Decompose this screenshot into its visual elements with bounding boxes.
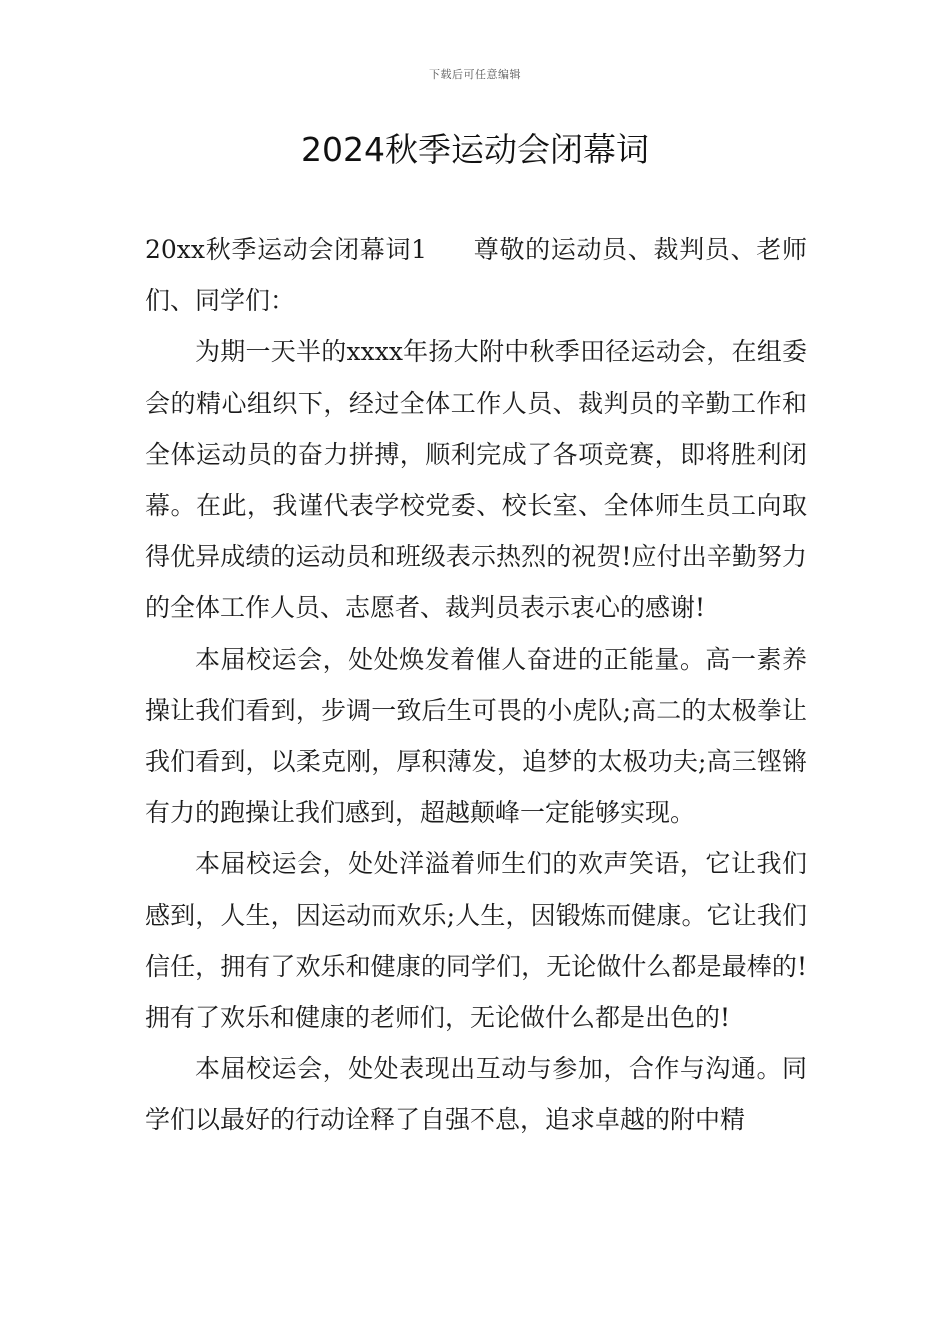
paragraph-2: 本届校运会，处处焕发着催人奋进的正能量。高一素养操让我们看到，步调一致后生可畏的小虎队;高二的太极拳让我们看到，以柔克刚，厚积薄发，追梦的太极功夫;高三铿锵有力的跑操让我们感到，超越颠峰一定能够实现。	[145, 644, 807, 828]
intro-subtitle: 20xx秋季运动会闭幕词1	[145, 235, 428, 264]
intro-line	[145, 224, 807, 326]
document-body	[145, 224, 807, 1146]
paragraph-1: 为期一天半的xxxx年扬大附中秋季田径运动会，在组委会的精心组织下，经过全体工作人员、裁判员的辛勤工作和全体运动员的奋力拼搏，顺利完成了各项竞赛，即将胜利闭幕。在此，我谨代表学校党委、校长室、全体师生员工向取得优异成绩的运动员和班级表示热烈的祝贺!应付出辛勤努力的全体工作人员、志愿者、裁判员表示衷心的感谢!	[145, 337, 807, 623]
document-title: 2024秋季运动会闭幕词	[301, 130, 649, 169]
paragraph-4: 本届校运会，处处表现出互动与参加，合作与沟通。同学们以最好的行动诠释了自强不息，追求卓越的附中精	[145, 1054, 807, 1135]
paragraph-3: 本届校运会，处处洋溢着师生们的欢声笑语，它让我们感到，人生，因运动而欢乐;人生，因锻炼而健康。它让我们信任，拥有了欢乐和健康的同学们，无论做什么都是最棒的!拥有了欢乐和健康的老师们，无论做什么都是出色的!	[145, 849, 807, 1033]
intro-greeting: 尊敬的运动员、裁判员、老师们、同学们：	[145, 235, 807, 316]
page-header-note: 下载后可任意编辑	[429, 68, 521, 81]
